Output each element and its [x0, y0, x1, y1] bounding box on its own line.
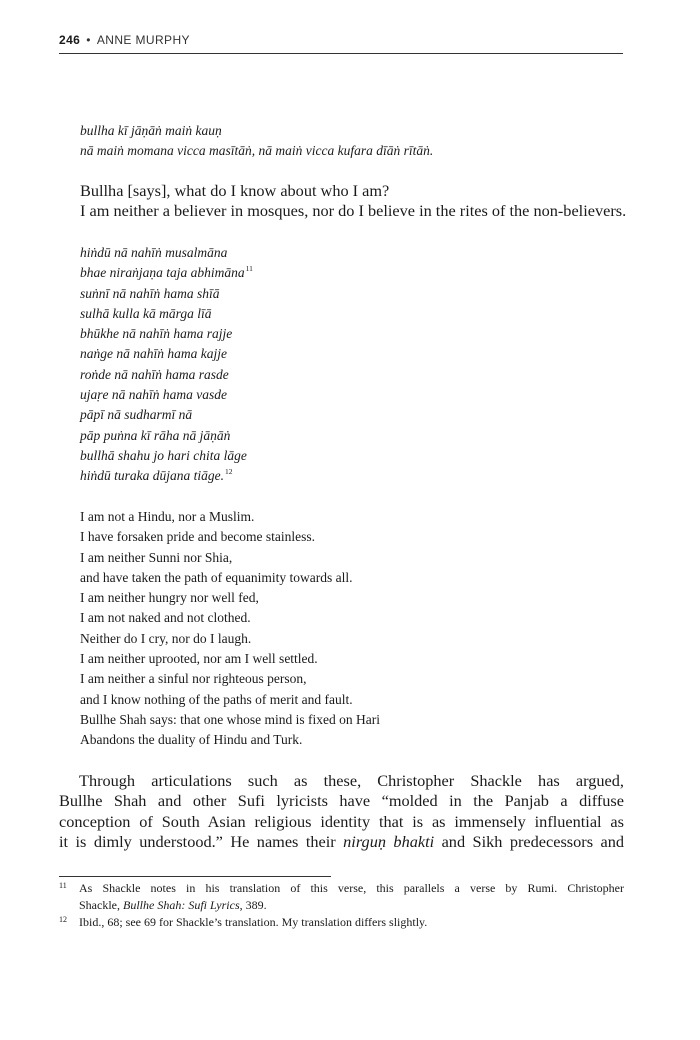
verse-line: hiṅdū turaka dūjana tiāge.$^{12}$ — [80, 467, 233, 484]
translation-line: Neither do I cry, nor do I laugh. — [80, 630, 252, 646]
footnote-line: Ibid., 68; see 69 for Shackle’s translation. My translation differs slightly. — [79, 915, 428, 929]
translation-block-2 — [80, 507, 380, 751]
verse-line: pāp puṅna kī rāha nā jāṇāṅ — [80, 427, 231, 443]
footnote-ref-12[interactable]: 12 — [225, 467, 233, 477]
verse-line: suṅnī nā nahīṅ hama shīā — [80, 285, 220, 301]
verse-line: pāpī nā sudharmī nā — [80, 407, 193, 423]
emphasis-nirgun-bhakti: nirguṇ bhakti — [343, 831, 435, 851]
verse-line: bhae niraṅjaṇa taja abhimāna$^{11}$ — [80, 264, 253, 281]
footnote-12 — [59, 914, 624, 931]
running-header — [59, 33, 623, 54]
verse-line: bhūkhe nā nahīṅ hama rajje — [80, 326, 233, 342]
footnote-marker: 11 — [59, 881, 67, 890]
running-head-author: ANNE MURPHY — [96, 33, 190, 47]
translation-line: Bullha [says], what do I know about who I am? — [80, 181, 390, 200]
paragraph-line: conception of South Asian religious identity that is as immensely influential as — [59, 811, 624, 831]
verse-line: ujaṛe nā nahīṅ hama vasde — [80, 387, 227, 403]
verse-block-2 — [80, 243, 253, 487]
verse-line: nā maiṅ momana vicca masītāṅ, nā maiṅ vicca kufara dīāṅ rītāṅ. — [80, 143, 434, 159]
translation-block-1 — [80, 181, 626, 221]
translation-line: and I know nothing of the paths of merit and fault. — [80, 691, 353, 707]
translation-line: Abandons the duality of Hindu and Turk. — [80, 732, 303, 748]
verse-line: roṅde nā nahīṅ hama rasde — [80, 366, 229, 382]
verse-line: bullhā shahu jo hari chita lāge — [80, 447, 247, 463]
page-number: 246 — [59, 33, 81, 47]
paragraph-line: Through articulations such as these, Christopher Shackle has argued, — [79, 771, 624, 790]
translation-line: I am neither a sinful nor righteous person, — [80, 671, 307, 687]
translation-line: I am neither hungry nor well fed, — [80, 590, 259, 606]
translation-line: I have forsaken pride and become stainless. — [80, 529, 316, 545]
translation-line: I am not naked and not clothed. — [80, 610, 251, 626]
paragraph-line: Bullhe Shah and other Sufi lyricists have “molded in the Panjab a diffuse — [59, 791, 624, 811]
footnote-11 — [59, 880, 624, 914]
verse-line: sulhā kulla kā mārga līā — [80, 305, 212, 321]
verse-line: bullha kī jāṇāṅ maiṅ kauṇ — [80, 123, 222, 138]
citation-title: Bullhe Shah: Sufi Lyrics — [123, 898, 240, 912]
paragraph-line: it is dimly understood.” He names their nirguṇ bhakti and Sikh predecessors and — [59, 831, 624, 851]
translation-line: I am neither Sunni nor Shia, — [80, 549, 233, 565]
footnotes — [59, 880, 624, 931]
footnote-marker: 12 — [59, 915, 67, 924]
translation-line: I am not a Hindu, nor a Muslim. — [80, 509, 255, 524]
translation-line: I am neither uprooted, nor am I well settled. — [80, 651, 318, 667]
verse-line: hiṅdū nā nahīṅ musalmāna — [80, 245, 228, 260]
verse-line: naṅge nā nahīṅ hama kajje — [80, 346, 227, 362]
footnote-ref-11[interactable]: 11 — [245, 264, 253, 274]
footnote-line: As Shackle notes in his translation of this verse, this parallels a verse by Rumi. Christopher — [79, 881, 624, 895]
header-separator: • — [86, 33, 91, 47]
body-paragraph — [59, 771, 624, 852]
translation-line: Bullhe Shah says: that one whose mind is fixed on Hari — [80, 711, 380, 727]
translation-line: I am neither a believer in mosques, nor do I believe in the rites of the non-believers. — [80, 201, 627, 220]
footnote-rule — [59, 876, 331, 877]
footnote-line: Shackle, Bullhe Shah: Sufi Lyrics, 389. — [79, 898, 267, 912]
translation-line: and have taken the path of equanimity towards all. — [80, 569, 353, 585]
verse-block-1 — [80, 121, 433, 162]
